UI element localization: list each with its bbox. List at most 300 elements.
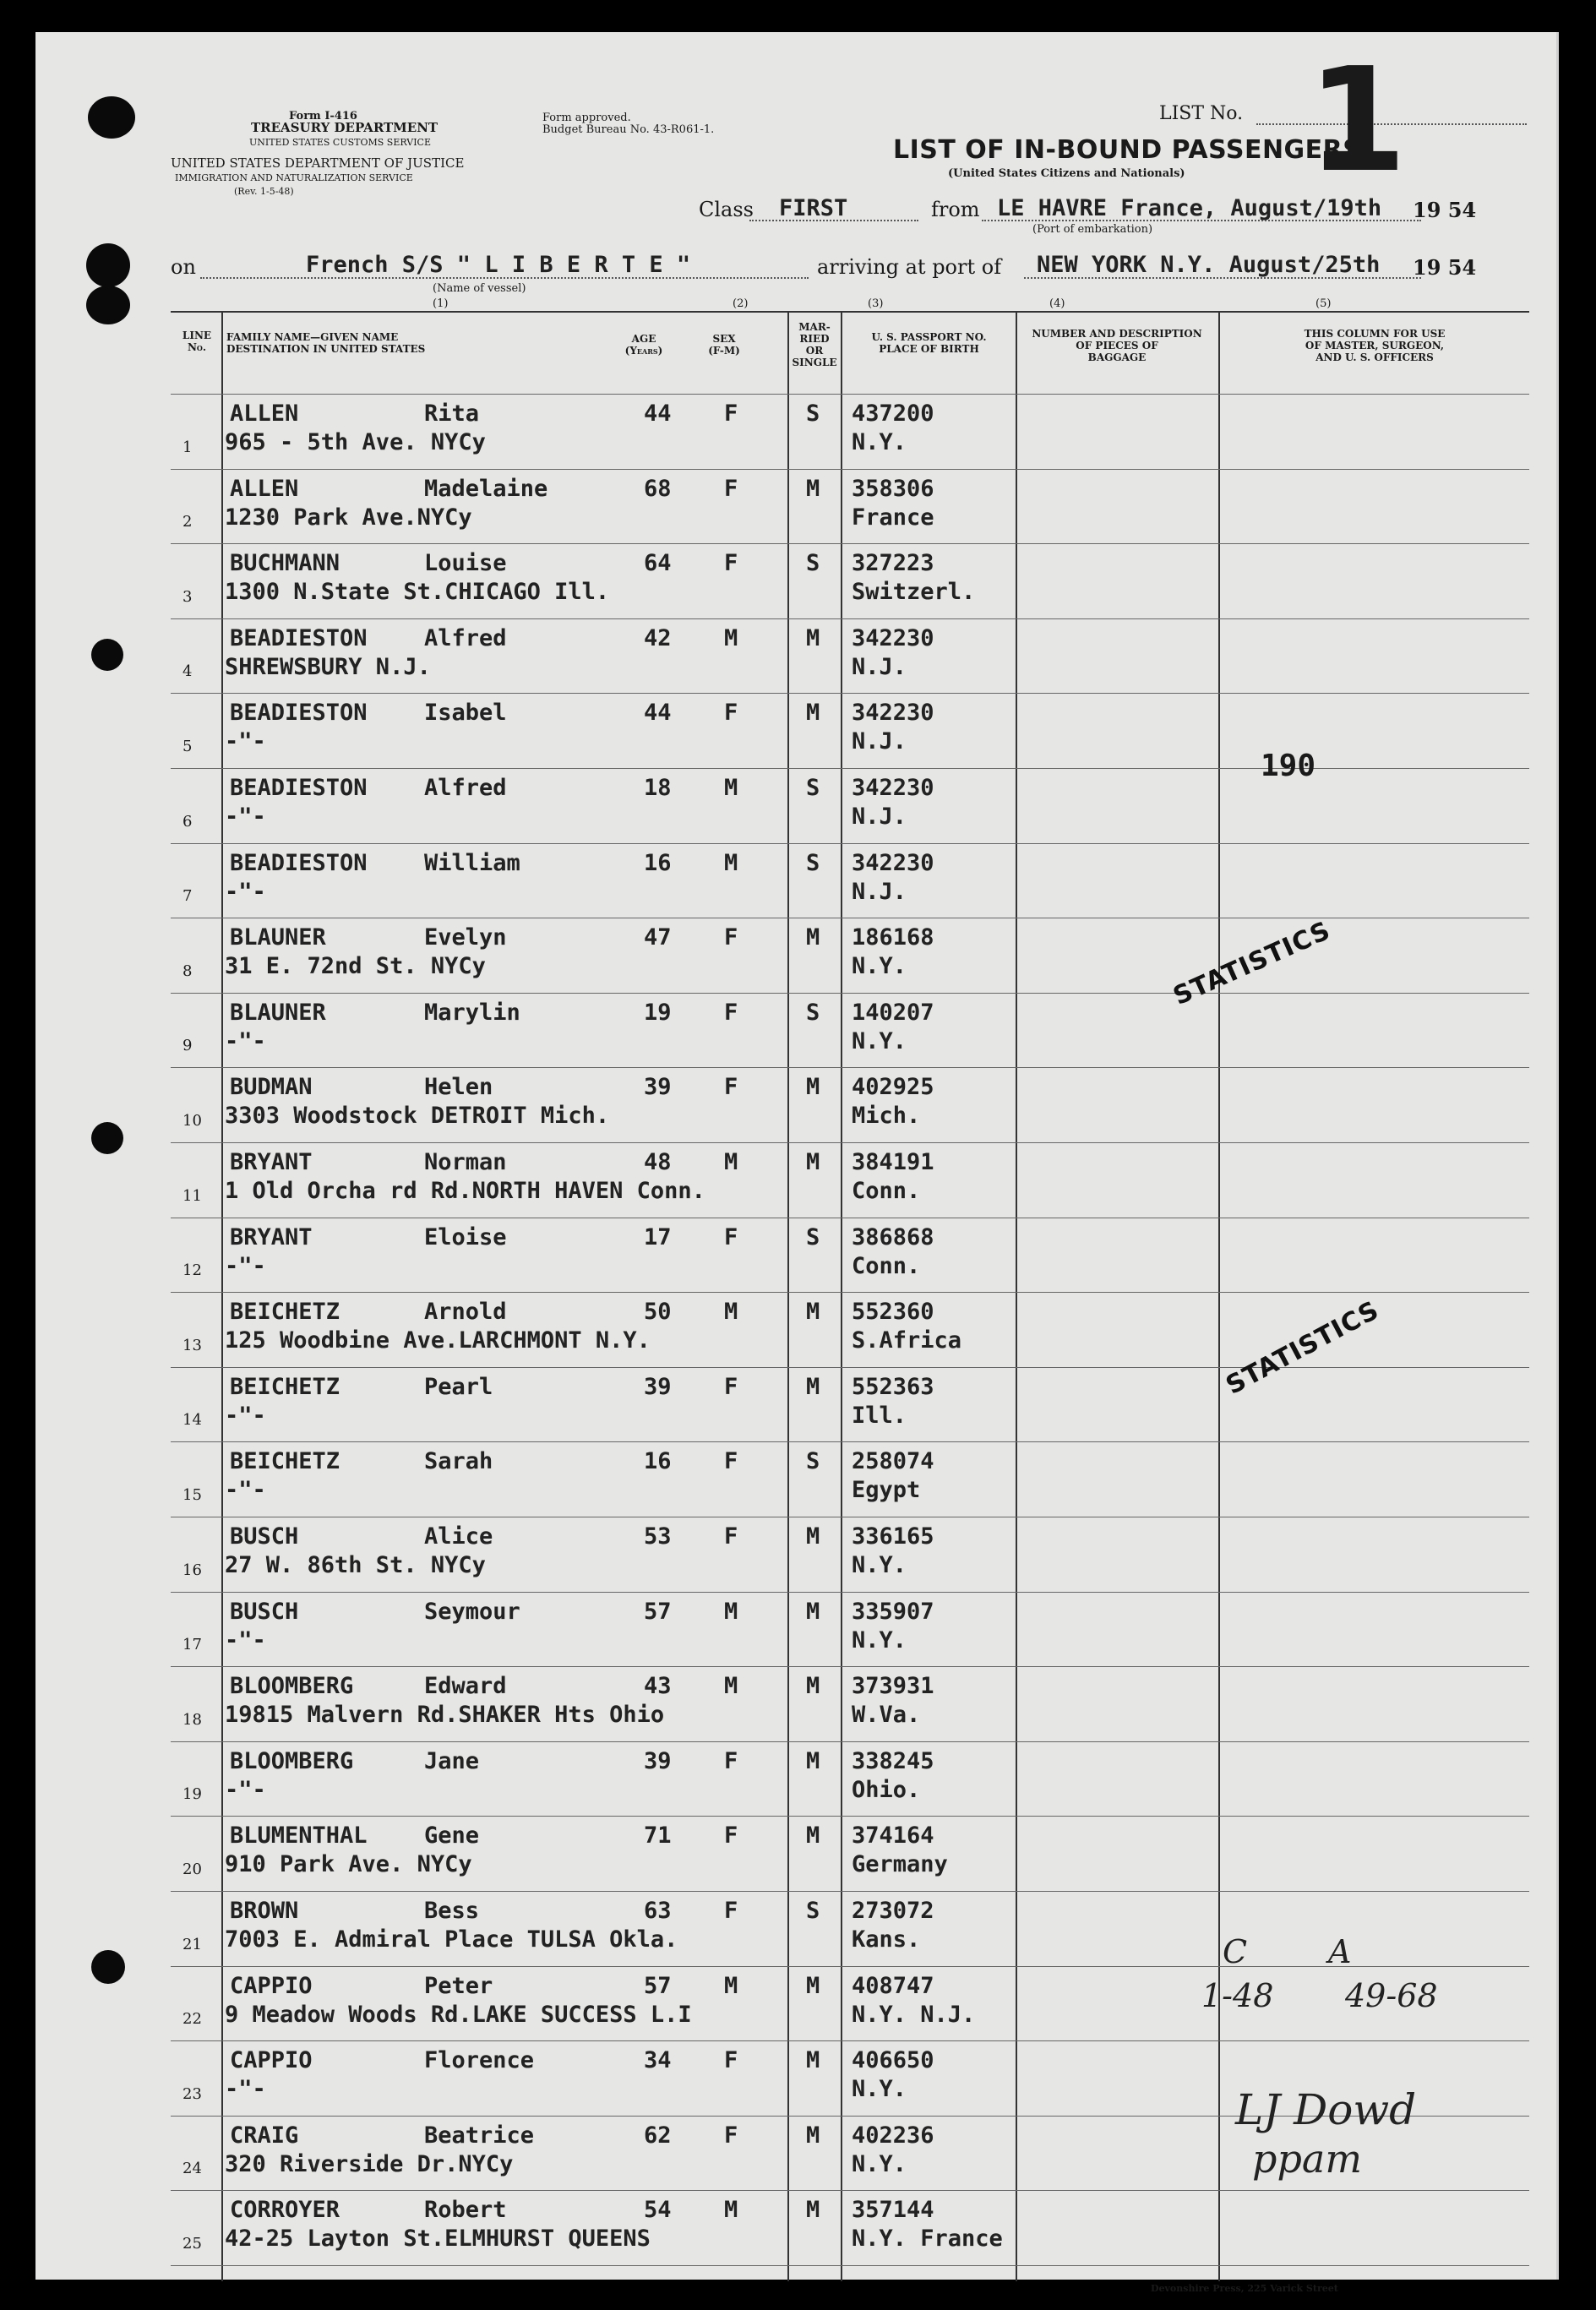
marital-status: M (806, 924, 820, 951)
treasury-department: TREASURY DEPARTMENT (251, 120, 438, 135)
sex: M (724, 1673, 738, 1700)
col-officers: THIS COLUMN FOR USE OF MASTER, SURGEON, AND U. S. OFFICERS (1304, 328, 1446, 363)
destination: 42-25 Layton St.ELMHURST QUEENS (225, 2226, 651, 2253)
destination: 19815 Malvern Rd.SHAKER Hts Ohio (225, 1702, 665, 1729)
age: 62 (644, 2122, 672, 2149)
form-number: Form I-416 (289, 110, 357, 123)
family-name: BEICHETZ (230, 1373, 340, 1400)
place-of-birth: N.Y. (852, 1552, 907, 1578)
table-row (171, 1517, 1529, 1592)
age: 50 (644, 1299, 672, 1326)
class-label: Class (699, 198, 754, 221)
passport-number: 342230 (852, 624, 934, 651)
line-number: 21 (182, 1935, 202, 1953)
age: 39 (644, 1373, 672, 1400)
marital-status: S (806, 1448, 820, 1475)
given-name: Pearl (424, 1373, 493, 1400)
destination: -"- (225, 1027, 266, 1054)
family-name: ALLEN (230, 475, 299, 502)
age: 43 (644, 1673, 672, 1700)
age: 71 (644, 1822, 672, 1850)
sex: F (724, 999, 738, 1026)
given-name: Seymour (424, 1598, 520, 1625)
family-name: ALLEN (230, 400, 299, 427)
passport-number: 338245 (852, 1747, 934, 1774)
family-name: BEICHETZ (230, 1448, 340, 1475)
class-value: FIRST (779, 195, 848, 221)
sex: F (724, 1074, 738, 1101)
sex: M (724, 2197, 738, 2224)
passport-number: 386868 (852, 1223, 934, 1250)
family-name: BLOOMBERG (230, 1673, 354, 1700)
family-name: BEICHETZ (230, 1299, 340, 1326)
given-name: Sarah (424, 1448, 493, 1475)
place-of-birth: N.Y. N.J. (852, 2001, 976, 2028)
passport-number: 342230 (852, 775, 934, 801)
line-number: 4 (182, 662, 193, 681)
passport-number: 327223 (852, 550, 934, 577)
destination: 125 Woodbine Ave.LARCHMONT N.Y. (225, 1327, 651, 1354)
sex: M (724, 1149, 738, 1175)
table-row (171, 1367, 1529, 1442)
given-name: Madelaine (424, 475, 548, 502)
sex: M (724, 849, 738, 876)
destination: -"- (225, 1626, 266, 1654)
arriving-value: NEW YORK N.Y. August/25th (1037, 252, 1381, 278)
place-of-birth: Ohio. (852, 1776, 921, 1803)
line-number: 23 (182, 2084, 202, 2103)
destination: 9 Meadow Woods Rd.LAKE SUCCESS L.I (225, 2001, 692, 2028)
immigration-service: IMMIGRATION AND NATURALIZATION SERVICE (175, 172, 413, 183)
age: 39 (644, 1074, 672, 1101)
age: 47 (644, 924, 672, 951)
destination: 3303 Woodstock DETROIT Mich. (225, 1103, 610, 1130)
given-name: Alfred (424, 624, 507, 651)
place-of-birth: N.Y. (852, 2150, 907, 2177)
line-number: 17 (182, 1636, 202, 1654)
marital-status: M (806, 1299, 820, 1326)
marital-status: M (806, 1822, 820, 1850)
family-name: BEADIESTON (230, 849, 368, 876)
age: 44 (644, 400, 672, 427)
family-name: BUCHMANN (230, 550, 340, 577)
passport-number: 402236 (852, 2122, 934, 2149)
given-name: Florence (424, 2047, 535, 2074)
list-number-label: LIST No. (1159, 103, 1244, 124)
place-of-birth: N.Y. (852, 429, 907, 455)
given-name: Jane (424, 1747, 480, 1774)
from-year: 19 54 (1413, 198, 1477, 222)
passport-number: 186168 (852, 924, 934, 951)
handwritten-a-range: 49-68 (1345, 1977, 1438, 2014)
family-name: BEADIESTON (230, 700, 368, 727)
age: 39 (644, 1747, 672, 1774)
passport-number: 335907 (852, 1598, 934, 1625)
place-of-birth: N.J. (852, 878, 907, 905)
table-row (171, 543, 1529, 618)
marital-status: S (806, 775, 820, 801)
age: 63 (644, 1898, 672, 1924)
sex: F (724, 550, 738, 577)
statistics-stamp: STATISTICS (1221, 1295, 1385, 1401)
family-name: BUSCH (230, 1598, 299, 1625)
marital-status: M (806, 700, 820, 727)
marital-status: M (806, 2047, 820, 2074)
place-of-birth: W.Va. (852, 1702, 921, 1729)
marital-status: M (806, 1074, 820, 1101)
given-name: Rita (424, 400, 480, 427)
table-row (171, 1142, 1529, 1218)
given-name: Eloise (424, 1223, 507, 1250)
arriving-year: 19 54 (1413, 255, 1477, 280)
table-row (171, 1966, 1529, 2041)
sex: F (724, 924, 738, 951)
age: 17 (644, 1223, 672, 1250)
line-number: 14 (182, 1411, 202, 1430)
sex: F (724, 1523, 738, 1550)
punch-hole (91, 639, 123, 671)
family-name: BLOOMBERG (230, 1747, 354, 1774)
marital-status: M (806, 475, 820, 502)
vessel-note: (Name of vessel) (433, 282, 526, 295)
marital-status: S (806, 999, 820, 1026)
place-of-birth: N.J. (852, 653, 907, 680)
table-row (171, 768, 1529, 843)
family-name: CAPPIO (230, 2047, 313, 2074)
punch-hole (91, 1122, 123, 1154)
family-name: BLAUNER (230, 999, 326, 1026)
port-note: (Port of embarkation) (1032, 223, 1153, 236)
family-name: BEADIESTON (230, 775, 368, 801)
sex: F (724, 475, 738, 502)
col-baggage: NUMBER AND DESCRIPTION OF PIECES OF BAGGAGE (1032, 328, 1202, 363)
place-of-birth: Conn. (852, 1252, 921, 1279)
customs-service: UNITED STATES CUSTOMS SERVICE (249, 137, 431, 148)
family-name: BRYANT (230, 1223, 313, 1250)
family-name: BUSCH (230, 1523, 299, 1550)
line-number: 6 (182, 812, 193, 831)
place-of-birth: France (852, 504, 934, 531)
passport-number: 406650 (852, 2047, 934, 2074)
sex: M (724, 1299, 738, 1326)
destination: 965 - 5th Ave. NYCy (225, 429, 486, 455)
place-of-birth: Ill. (852, 1402, 907, 1429)
sex: M (724, 1598, 738, 1625)
marital-status: S (806, 550, 820, 577)
sex: F (724, 700, 738, 727)
marital-status: S (806, 1223, 820, 1250)
marital-status: M (806, 1673, 820, 1700)
table-row (171, 1441, 1529, 1517)
marital-status: M (806, 2197, 820, 2224)
marital-status: S (806, 400, 820, 427)
line-number: 11 (182, 1186, 202, 1205)
sex: F (724, 1822, 738, 1850)
sex: M (724, 775, 738, 801)
sex: F (724, 1747, 738, 1774)
place-of-birth: Germany (852, 1851, 948, 1878)
sex: F (724, 1898, 738, 1924)
given-name: Evelyn (424, 924, 507, 951)
table-row (171, 394, 1529, 469)
passport-number: 373931 (852, 1673, 934, 1700)
table-row (171, 1816, 1529, 1891)
line-number: 10 (182, 1111, 202, 1130)
sex: M (724, 1972, 738, 1999)
line-number: 5 (182, 737, 193, 755)
handwritten-a: A (1328, 1933, 1352, 1970)
destination: 27 W. 86th St. NYCy (225, 1552, 486, 1578)
age: 48 (644, 1149, 672, 1175)
printer-imprint: Devonshire Press, 225 Varick Street (1151, 2283, 1338, 2294)
destination: 7003 E. Admiral Place TULSA Okla. (225, 1926, 678, 1953)
table-row (171, 993, 1529, 1068)
age: 16 (644, 1448, 672, 1475)
on-label: on (171, 255, 196, 279)
age: 68 (644, 475, 672, 502)
line-number: 19 (182, 1785, 202, 1804)
marital-status: M (806, 1523, 820, 1550)
given-name: Louise (424, 550, 507, 577)
given-name: William (424, 849, 520, 876)
destination: -"- (225, 804, 266, 830)
destination: 320 Riverside Dr.NYCy (225, 2150, 514, 2177)
table-row (171, 1218, 1529, 1293)
sex: F (724, 1373, 738, 1400)
sex: F (724, 2122, 738, 2149)
age: 18 (644, 775, 672, 801)
table-row (171, 843, 1529, 918)
col-sex: SEX (F-M) (708, 333, 740, 357)
table-row (171, 1592, 1529, 1667)
age: 19 (644, 999, 672, 1026)
place-of-birth: Mich. (852, 1103, 921, 1130)
line-number: 20 (182, 1860, 202, 1878)
line-number: 13 (182, 1336, 202, 1354)
punch-hole (91, 1950, 125, 1984)
list-number-value: 1 (1307, 37, 1408, 204)
col-line-no: LINE No. (182, 330, 212, 353)
given-name: Marylin (424, 999, 520, 1026)
family-name: CAPPIO (230, 1972, 313, 1999)
family-name: BRYANT (230, 1149, 313, 1175)
table-row (171, 1067, 1529, 1142)
given-name: Beatrice (424, 2122, 535, 2149)
passport-number: 384191 (852, 1149, 934, 1175)
passport-number: 336165 (852, 1523, 934, 1550)
given-name: Edward (424, 1673, 507, 1700)
family-name: BROWN (230, 1898, 299, 1924)
passport-number: 408747 (852, 1972, 934, 1999)
marital-status: M (806, 1598, 820, 1625)
age: 42 (644, 624, 672, 651)
place-of-birth: N.Y. France (852, 2226, 1003, 2253)
given-name: Arnold (424, 1299, 507, 1326)
table-row (171, 1666, 1529, 1741)
age: 54 (644, 2197, 672, 2224)
from-value: LE HAVRE France, August/19th (997, 195, 1382, 221)
family-name: CRAIG (230, 2122, 299, 2149)
sex: M (724, 624, 738, 651)
col-age: AGE (Years) (624, 333, 663, 357)
revision-date: (Rev. 1-5-48) (234, 186, 294, 197)
given-name: Robert (424, 2197, 507, 2224)
family-name: BEADIESTON (230, 624, 368, 651)
col-mark-4: (4) (1049, 297, 1065, 310)
sex: F (724, 1223, 738, 1250)
place-of-birth: Switzerl. (852, 579, 976, 606)
punch-hole (86, 243, 130, 287)
given-name: Alice (424, 1523, 493, 1550)
arriving-label: arriving at port of (817, 255, 1002, 279)
table-row (171, 1891, 1529, 1966)
list-title: LIST OF IN-BOUND PASSENGERS (893, 135, 1362, 165)
place-of-birth: N.Y. (852, 1027, 907, 1054)
form-approved: Form approved. (542, 112, 631, 124)
line-number: 9 (182, 1037, 193, 1055)
family-name: BLUMENTHAL (230, 1822, 368, 1850)
line-number: 25 (182, 2234, 202, 2253)
passport-number: 402925 (852, 1074, 934, 1101)
passport-number: 342230 (852, 849, 934, 876)
handwritten-c-range: 1-48 (1201, 1977, 1274, 2014)
statistics-stamp: STATISTICS (1168, 915, 1336, 1012)
place-of-birth: S.Africa (852, 1327, 962, 1354)
marital-status: M (806, 1149, 820, 1175)
marital-status: M (806, 1747, 820, 1774)
destination: 1300 N.State St.CHICAGO Ill. (225, 579, 610, 606)
given-name: Gene (424, 1822, 480, 1850)
age: 64 (644, 550, 672, 577)
line-number: 1 (182, 438, 193, 456)
place-of-birth: N.Y. (852, 953, 907, 980)
from-label: from (931, 198, 980, 221)
place-of-birth: N.Y. (852, 1626, 907, 1654)
given-name: Bess (424, 1898, 480, 1924)
vessel-value: French S/S " L I B E R T E " (306, 252, 691, 278)
place-of-birth: Egypt (852, 1477, 921, 1504)
given-name: Isabel (424, 700, 507, 727)
passport-number: 258074 (852, 1448, 934, 1475)
family-name: BLAUNER (230, 924, 326, 951)
manifest-sheet (35, 32, 1559, 2294)
budget-bureau: Budget Bureau No. 43-R061-1. (542, 123, 715, 136)
marital-status: M (806, 624, 820, 651)
destination: -"- (225, 2076, 266, 2103)
line-number: 24 (182, 2160, 202, 2178)
place-of-birth: Kans. (852, 1926, 921, 1953)
destination: 1230 Park Ave.NYCy (225, 504, 472, 531)
given-name: Norman (424, 1149, 507, 1175)
signature: LJ Dowd (1235, 2085, 1417, 2134)
given-name: Peter (424, 1972, 493, 1999)
annotation-190: 190 (1261, 749, 1316, 783)
passport-number: 357144 (852, 2197, 934, 2224)
signature-second-line: ppam (1252, 2136, 1362, 2182)
given-name: Helen (424, 1074, 493, 1101)
table-row (171, 1741, 1529, 1817)
passport-number: 552360 (852, 1299, 934, 1326)
marital-status: M (806, 1373, 820, 1400)
place-of-birth: N.J. (852, 728, 907, 755)
age: 57 (644, 1598, 672, 1625)
destination: SHREWSBURY N.J. (225, 653, 431, 680)
age: 16 (644, 849, 672, 876)
col-mark-1: (1) (433, 297, 449, 310)
age: 34 (644, 2047, 672, 2074)
col-mark-3: (3) (868, 297, 884, 310)
passport-number: 342230 (852, 700, 934, 727)
table-row (171, 2190, 1529, 2265)
destination: -"- (225, 1252, 266, 1279)
age: 53 (644, 1523, 672, 1550)
line-number: 22 (182, 2010, 202, 2029)
justice-department: UNITED STATES DEPARTMENT OF JUSTICE (171, 155, 465, 171)
age: 57 (644, 1972, 672, 1999)
age: 44 (644, 700, 672, 727)
line-number: 7 (182, 887, 193, 906)
line-number: 12 (182, 1261, 202, 1280)
col-mark-5: (5) (1315, 297, 1332, 310)
destination: -"- (225, 728, 266, 755)
punch-hole (88, 96, 135, 139)
place-of-birth: N.Y. (852, 2076, 907, 2103)
col-married: MAR- RIED OR SINGLE (792, 321, 837, 368)
handwritten-c: C (1223, 1933, 1248, 1970)
marital-status: S (806, 1898, 820, 1924)
family-name: BUDMAN (230, 1074, 313, 1101)
passport-number: 358306 (852, 475, 934, 502)
destination: 1 Old Orcha rd Rd.NORTH HAVEN Conn. (225, 1178, 705, 1204)
marital-status: S (806, 849, 820, 876)
marital-status: M (806, 2122, 820, 2149)
line-number: 18 (182, 1710, 202, 1729)
given-name: Alfred (424, 775, 507, 801)
line-number: 2 (182, 513, 193, 531)
sex: F (724, 400, 738, 427)
passport-number: 140207 (852, 999, 934, 1026)
sex: F (724, 1448, 738, 1475)
table-row (171, 618, 1529, 694)
col-name: FAMILY NAME—GIVEN NAME DESTINATION IN UNITED STATES (226, 331, 426, 355)
marital-status: M (806, 1972, 820, 1999)
place-of-birth: N.J. (852, 804, 907, 830)
family-name: CORROYER (230, 2197, 340, 2224)
line-number: 16 (182, 1561, 202, 1579)
line-number: 15 (182, 1485, 202, 1504)
passport-number: 552363 (852, 1373, 934, 1400)
passport-number: 437200 (852, 400, 934, 427)
sex: F (724, 2047, 738, 2074)
line-number: 3 (182, 587, 193, 606)
destination: -"- (225, 1477, 266, 1504)
table-row (171, 469, 1529, 544)
destination: 31 E. 72nd St. NYCy (225, 953, 486, 980)
passenger-table (171, 311, 1529, 2281)
table-row (171, 693, 1529, 768)
destination: -"- (225, 878, 266, 905)
destination: 910 Park Ave. NYCy (225, 1851, 472, 1878)
punch-hole (86, 286, 130, 324)
destination: -"- (225, 1776, 266, 1803)
list-subtitle: (United States Citizens and Nationals) (948, 167, 1185, 180)
place-of-birth: Conn. (852, 1178, 921, 1204)
line-number: 8 (182, 962, 193, 980)
passport-number: 374164 (852, 1822, 934, 1850)
passport-number: 273072 (852, 1898, 934, 1924)
col-mark-2: (2) (733, 297, 749, 310)
destination: -"- (225, 1402, 266, 1429)
